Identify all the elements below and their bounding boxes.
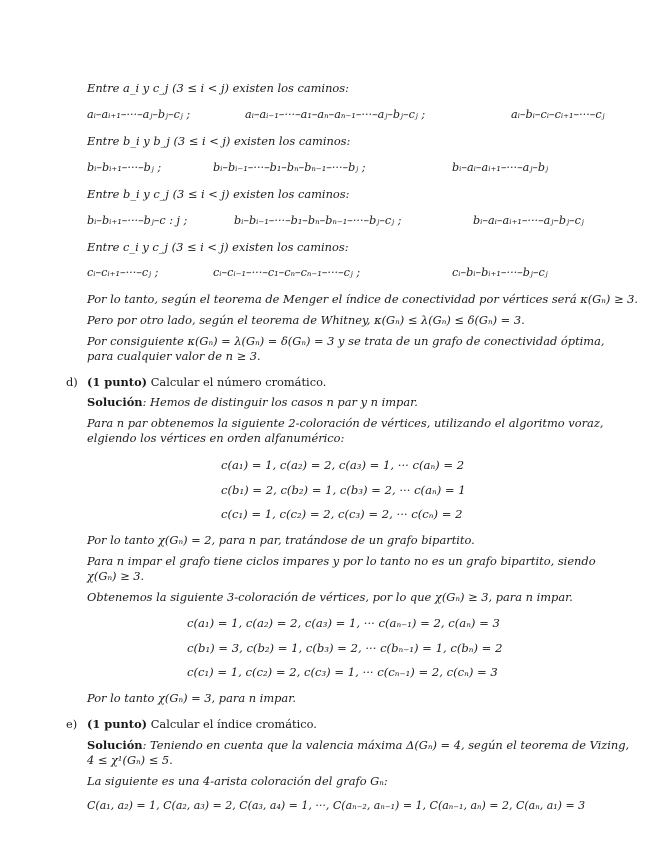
part-e-solution <box>87 738 629 752</box>
vizing-bound: 4 ≤ χ¹(Gₙ) ≤ 5. <box>87 753 173 767</box>
odd-line-1: Para n impar el grafo tiene ciclos impares y por lo tanto no es un grafo bipartito, siendo <box>87 554 596 568</box>
part-d-solution-label: Solución <box>87 395 143 409</box>
ab-heading: Entre a_i y c_j (3 ≤ i < j) existen los caminos: <box>87 81 349 95</box>
part-d-points: (1 punto) <box>87 375 148 389</box>
part-e-label: e) <box>66 717 78 731</box>
part-d-title: Calcular el número cromático. <box>150 375 327 389</box>
part-d-label: d) <box>66 375 78 389</box>
bb-path-2: bᵢ–bᵢ₋₁–···–b₁–bₙ–bₙ₋₁–···–bⱼ ; <box>213 161 366 174</box>
odd-result: Por lo tanto χ(Gₙ) = 3, para n impar. <box>87 691 297 705</box>
even-result: Por lo tanto χ(Gₙ) = 2, para n par, tratándose de un grafo bipartito. <box>87 533 475 547</box>
part-d-solution-text: : Hemos de distinguir los casos n par y n impar. <box>142 395 418 409</box>
odd-line-3: Obtenemos la siguiente 3-coloración de vértices, por lo que χ(Gₙ) ≥ 3, para n impar. <box>87 590 573 604</box>
odd-eq-b: c(b₁) = 3, c(b₂) = 1, c(b₃) = 2, ··· c(bₙ₋₁) = 1, c(bₙ) = 2 <box>187 641 503 655</box>
bb-path-1: bᵢ–bᵢ₊₁–···–bⱼ ; <box>87 161 162 174</box>
bc-path-3: bᵢ–aᵢ–aᵢ₊₁–···–aⱼ–bⱼ–cⱼ <box>473 214 584 227</box>
menger-text: Por lo tanto, según el teorema de Menger el índice de conectividad por vértices será κ(Gₙ) ≥ 3. <box>87 292 638 306</box>
even-eq-c: c(c₁) = 1, c(c₂) = 2, c(c₃) = 2, ··· c(cₙ) = 2 <box>221 507 463 521</box>
even-intro-1: Para n par obtenemos la siguiente 2-coloración de vértices, utilizando el algoritmo voraz, <box>87 416 604 430</box>
part-d-solution <box>87 395 418 409</box>
even-intro-2: elgiendo los vértices en orden alfanumérico: <box>87 431 345 445</box>
edge-coloring-intro: La siguiente es una 4-arista coloración del grafo Gₙ: <box>87 774 388 788</box>
part-e-solution-text: : Teniendo en cuenta que la valencia máxima Δ(Gₙ) = 4, según el teorema de Vizing, <box>142 738 630 752</box>
ab-path-2: aᵢ–aᵢ₋₁–···–a₁–aₙ–aₙ₋₁–···–aⱼ–bⱼ–cⱼ ; <box>245 108 426 121</box>
ab-path-1: aᵢ–aᵢ₊₁–···–aⱼ–bⱼ–cⱼ ; <box>87 108 191 121</box>
part-e-solution-label: Solución <box>87 738 143 752</box>
conclusion-line-2: para cualquier valor de n ≥ 3. <box>87 349 261 363</box>
bb-heading: Entre b_i y b_j (3 ≤ i < j) existen los caminos: <box>87 134 351 148</box>
cc-heading: Entre c_i y c_j (3 ≤ i < j) existen los caminos: <box>87 240 349 254</box>
conclusion-line-1: Por consiguiente κ(Gₙ) = λ(Gₙ) = δ(Gₙ) = 3 y se trata de un grafo de conectividad óptima, <box>87 334 605 348</box>
bc-path-2: bᵢ–bᵢ₋₁–···–b₁–bₙ–bₙ₋₁–···–bⱼ–cⱼ ; <box>234 214 402 227</box>
even-eq-b: c(b₁) = 2, c(b₂) = 1, c(b₃) = 2, ··· c(aₙ) = 1 <box>221 483 466 497</box>
bc-heading: Entre b_i y c_j (3 ≤ i < j) existen los caminos: <box>87 187 350 201</box>
cc-path-1: cᵢ–cᵢ₊₁–···–cⱼ ; <box>87 266 159 279</box>
cc-path-2: cᵢ–cᵢ₋₁–···–c₁–cₙ–cₙ₋₁–···–cⱼ ; <box>213 266 361 279</box>
edge-coloring: C(a₁, a₂) = 1, C(a₂, a₃) = 2, C(a₃, a₄) = 1, ···, C(aₙ₋₂, aₙ₋₁) = 1, C(aₙ₋₁, aₙ) = 2, C(aₙ, a₁) = 3 <box>87 799 586 812</box>
part-e-heading <box>87 717 317 731</box>
odd-eq-a: c(a₁) = 1, c(a₂) = 2, c(a₃) = 1, ··· c(aₙ₋₁) = 2, c(aₙ) = 3 <box>187 616 500 630</box>
cc-path-3: cᵢ–bᵢ–bᵢ₊₁–···–bⱼ–cⱼ <box>452 266 548 279</box>
part-e-points: (1 punto) <box>87 717 148 731</box>
even-eq-a: c(a₁) = 1, c(a₂) = 2, c(a₃) = 1, ··· c(aₙ) = 2 <box>221 458 465 472</box>
bc-path-1: bᵢ–bᵢ₊₁–···–bⱼ–c : j ; <box>87 214 188 227</box>
whitney-text: Pero por otro lado, según el teorema de Whitney, κ(Gₙ) ≤ λ(Gₙ) ≤ δ(Gₙ) = 3. <box>87 313 525 327</box>
part-d-heading <box>87 375 326 389</box>
bb-path-3: bᵢ–aᵢ–aᵢ₊₁–···–aⱼ–bⱼ <box>452 161 549 174</box>
odd-line-2: χ(Gₙ) ≥ 3. <box>87 569 145 583</box>
part-e-title: Calcular el índice cromático. <box>150 717 317 731</box>
odd-eq-c: c(c₁) = 1, c(c₂) = 2, c(c₃) = 1, ··· c(cₙ₋₁) = 2, c(cₙ) = 3 <box>187 665 498 679</box>
ab-path-3: aᵢ–bᵢ–cᵢ–cᵢ₊₁–···–cⱼ <box>511 108 605 121</box>
